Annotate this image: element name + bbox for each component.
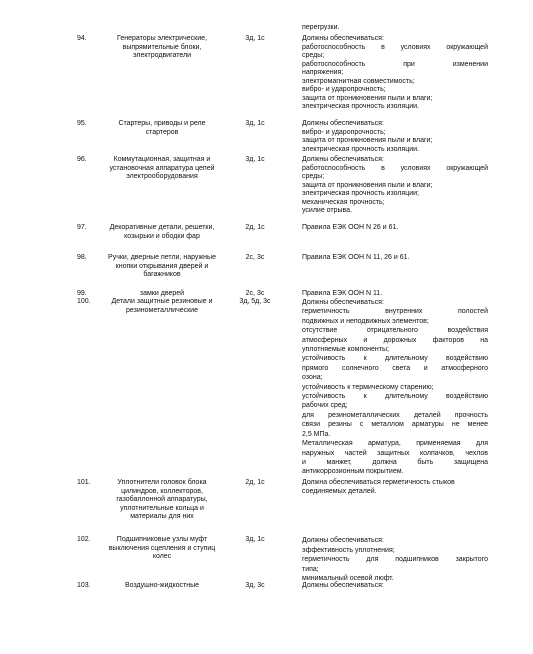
conformity-scheme: 3д, 1с bbox=[245, 120, 265, 127]
conformity-scheme: 3д, 1с bbox=[245, 536, 265, 543]
row-number: 96. bbox=[77, 156, 87, 163]
requirements bbox=[302, 156, 488, 216]
requirement-line: Правила ЕЭК ООН N 11. bbox=[302, 290, 383, 297]
requirement-line: Металлическая арматура, применяемая для bbox=[302, 440, 488, 448]
conformity-scheme: 2д, 1с bbox=[245, 479, 265, 486]
requirement-line: для резинометаллических деталей прочность bbox=[302, 411, 488, 419]
requirement-line: устойчивость к длительному воздействию bbox=[302, 393, 488, 401]
conformity-scheme: 3д, 3с bbox=[245, 582, 265, 589]
component-name: Детали защитные резиновые и резинометаллические bbox=[111, 298, 213, 314]
requirement-line: Должны обеспечиваться: bbox=[302, 120, 384, 127]
requirements bbox=[302, 24, 488, 33]
requirement-line: прямого солнечного света и атмосферного bbox=[302, 364, 488, 372]
component-name: Уплотнители головок блока цилиндров, коллекторов, газобаллонной аппаратуры, уплотнительные кольца и материалы для них bbox=[116, 479, 208, 520]
requirement-line: электрическая прочность изоляции. bbox=[302, 145, 419, 153]
requirements bbox=[302, 582, 488, 591]
requirement-line: работоспособность при изменении bbox=[302, 60, 488, 68]
requirement-line: Должны обеспечиваться: bbox=[302, 156, 384, 163]
requirement-line: работоспособность в условиях окружающей bbox=[302, 43, 488, 51]
requirement-line: рабочих сред; bbox=[302, 402, 348, 410]
conformity-scheme: 3д, 1с bbox=[245, 156, 265, 163]
component-name: Коммутационная, защитная и установочная аппаратура цепей электрооборудования bbox=[109, 156, 215, 180]
component-name: Стартеры, приводы и реле стартеров bbox=[118, 120, 206, 136]
component-name: Декоративные детали, решетки, козырьки и ободки фар bbox=[109, 224, 215, 240]
conformity-scheme: 3д, 1с bbox=[245, 35, 265, 42]
row-number: 98. bbox=[77, 254, 87, 261]
requirement-line: Должны обеспечиваться: bbox=[302, 537, 384, 544]
requirement-line: Должны обеспечиваться: bbox=[302, 299, 384, 306]
row-number: 97. bbox=[77, 224, 87, 231]
requirement-line: герметичность для подшипников закрытого bbox=[302, 556, 488, 563]
requirement-line: Должны обеспечиваться: bbox=[302, 582, 384, 589]
requirement-line: защита от проникновения пыли и влаги; bbox=[302, 94, 433, 102]
requirement-line: вибро- и ударопрочность; bbox=[302, 128, 386, 136]
requirement-line: Должны обеспечиваться: bbox=[302, 35, 384, 42]
requirements bbox=[302, 298, 488, 477]
requirements bbox=[302, 536, 488, 584]
requirement-line: отсутствие отрицательного воздействия bbox=[302, 327, 488, 335]
requirement-line: устойчивость к длительному воздействию bbox=[302, 355, 488, 363]
row-number: 99. bbox=[77, 290, 87, 297]
requirement-line: уплотняемые компоненты; bbox=[302, 346, 389, 354]
conformity-scheme: 3д, 5д, 3с bbox=[239, 298, 271, 305]
requirement-line: вибро- и ударопрочность; bbox=[302, 86, 386, 93]
conformity-scheme: 2с, 3с bbox=[245, 290, 265, 297]
row-number: 95. bbox=[77, 120, 87, 127]
requirement-line: подвижных и неподвижных элементов; bbox=[302, 317, 429, 325]
requirements bbox=[302, 35, 488, 112]
requirement-line: электромагнитная совместимость; bbox=[302, 77, 415, 85]
requirement-line: устойчивость к термическому старению; bbox=[302, 383, 434, 391]
requirement-line: 2,5 МПа. bbox=[302, 430, 331, 438]
requirement-line: среды; bbox=[302, 52, 325, 59]
component-name: Подшипниковые узлы муфт выключения сцепления и ступиц колес bbox=[108, 536, 216, 560]
requirement-line: соединяемых деталей. bbox=[302, 487, 377, 495]
component-name: Воздушно-жидкостные bbox=[124, 582, 200, 589]
requirement-line: типа; bbox=[302, 565, 319, 573]
requirement-line: наружных частей защитных колпачков, чехлов bbox=[302, 449, 488, 457]
requirement-line: и манжет, должна быть защищена bbox=[302, 458, 488, 466]
requirement-line: усилие отрыва. bbox=[302, 207, 353, 214]
requirements bbox=[302, 120, 488, 154]
component-name: Генераторы электрические, выпрямительные блоки, электродвигатели bbox=[117, 35, 207, 59]
requirement-line: электрическая прочность изоляции; bbox=[302, 190, 419, 197]
requirements bbox=[302, 224, 488, 233]
requirements bbox=[302, 254, 488, 263]
requirement-line: антикоррозионным покрытием. bbox=[302, 468, 404, 476]
requirement-line: минимальный осевой люфт. bbox=[302, 575, 394, 582]
requirement-line: эффективность уплотнения; bbox=[302, 546, 395, 554]
requirement-line: перегрузки. bbox=[302, 24, 340, 31]
requirement-line: защита от проникновения пыли и влаги; bbox=[302, 137, 433, 144]
requirement-line: Правила ЕЭК ООН N 26 и 61. bbox=[302, 224, 399, 231]
component-name: Ручки, дверные петли, наружные кнопки открывания дверей и багажников bbox=[108, 254, 216, 278]
requirement-line: озона; bbox=[302, 374, 323, 382]
requirements bbox=[302, 479, 488, 496]
requirement-line: Должна обеспечиваться герметичность стыков bbox=[302, 479, 455, 486]
requirement-line: защита от проникновения пыли и влаги; bbox=[302, 181, 433, 189]
requirement-line: напряжения; bbox=[302, 69, 344, 76]
requirement-line: механическая прочность; bbox=[302, 198, 385, 206]
row-number: 101. bbox=[77, 479, 91, 486]
requirement-line: Правила ЕЭК ООН N 11, 26 и 61. bbox=[302, 254, 410, 261]
requirement-line: связи резины с металлом арматуры не менее bbox=[302, 421, 488, 429]
requirement-line: атмосферных и дорожных факторов на bbox=[302, 336, 488, 344]
row-number: 94. bbox=[77, 35, 87, 42]
row-number: 102. bbox=[77, 536, 91, 543]
requirement-line: среды; bbox=[302, 173, 325, 180]
conformity-scheme: 2с, 3с bbox=[245, 254, 265, 261]
conformity-scheme: 2д, 1с bbox=[245, 224, 265, 231]
component-name: замки дверей bbox=[139, 290, 185, 297]
row-number: 103. bbox=[77, 582, 91, 589]
requirement-line: электрическая прочность изоляции. bbox=[302, 103, 419, 110]
row-number: 100. bbox=[77, 298, 91, 305]
requirement-line: герметичность внутренних полостей bbox=[302, 308, 488, 316]
requirement-line: работоспособность в условиях окружающей bbox=[302, 164, 488, 172]
